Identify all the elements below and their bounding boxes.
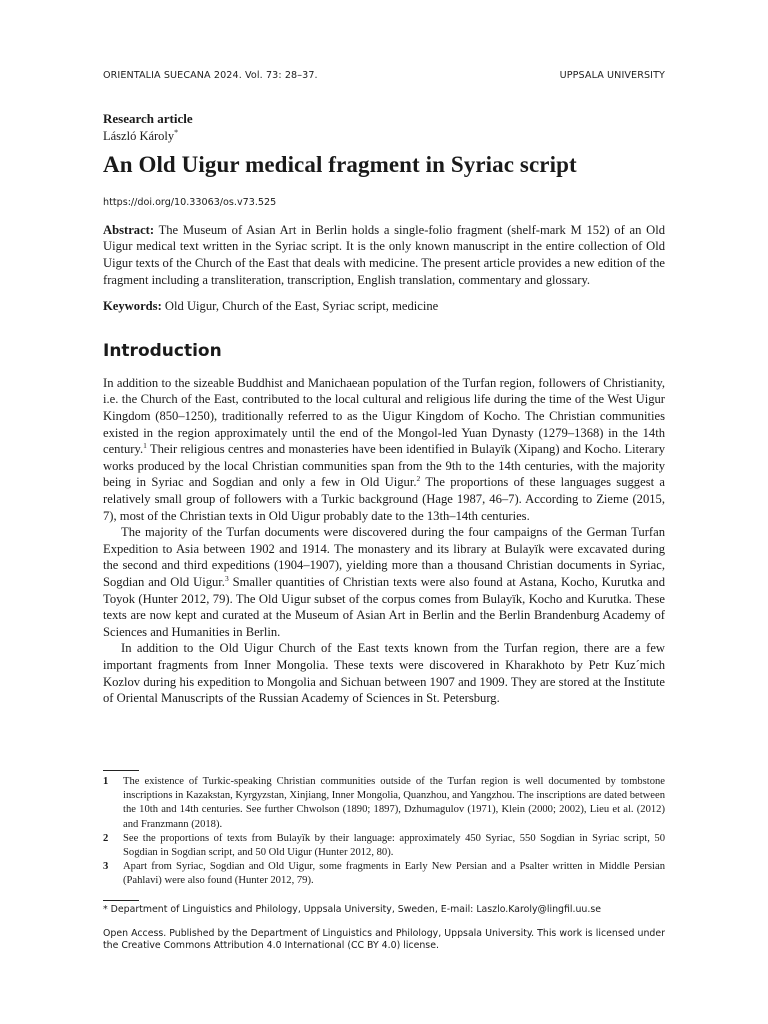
introduction-body: [103, 375, 665, 707]
footnote-number: 1: [103, 776, 109, 787]
paragraph-text: The proportions of these languages suggest a relatively small group of followers with a Turkic background (Hage 1987, 46–7). According to Zieme (2015, 7), most of the Christian texts in Old Uigur probably date to the 13th–14th centuries.: [103, 475, 666, 523]
footnote-item: [103, 832, 665, 860]
footnote-text: Apart from Syriac, Sogdian and Old Uigur, some fragments in Early New Persian and a Psalter written in Middle Persian (Pahlavi) were also found (Hunter 2012, 79).: [123, 861, 665, 887]
footnote-text: The existence of Turkic-speaking Christian communities outside of the Turfan region is well documented by tombstone inscriptions in Kazakstan, Kyrgyzstan, Xinjiang, Inner Mongolia, Quanzhou, and Yangzhou. The inscriptions are dated between the 10th and 14th centuries. See further Chwolson (1890; 1897), Dzhumagulov (1971), Klein (2000; 2002), Lieu et al. (2012) and Franzmann (2018).: [123, 776, 665, 830]
footnote-divider: [103, 770, 139, 771]
paragraph-text: Their religious centres and monasteries have been identified in Bulayïk (Xipang) and Kocho. Literary works produced by the local Christian communities span from the 9th to the 14th centuries, with the majority being in Syriac and Sogdian and only a few in Old Uigur.: [103, 442, 665, 490]
footnote-number: 2: [103, 832, 109, 844]
keywords: [103, 298, 665, 315]
footnote-ref-2[interactable]: 2: [416, 474, 421, 484]
footnote-item: [103, 860, 665, 888]
abstract-text: The Museum of Asian Art in Berlin holds a single-folio fragment (shelf-mark M 152) of an Old Uigur medical text written in the Syriac script. It is the only known manuscript in the entire collection of Old Uigur texts of the Church of the East that deals with medicine. The present article provides a new edition of the fragment including a transliteration, transcription, English translation, commentary and glossary.: [103, 222, 665, 287]
footnote-text: See the proportions of texts from Bulayïk by their language: approximately 450 Syriac, 550 Sogdian in Syriac script, 50 Sogdian in Sogdian script, and 50 Old Uigur (Hunter 2012, 80).: [123, 832, 665, 859]
license-notice: Open Access. Published by the Department of Linguistics and Philology, Uppsala University. This work is licensed under the Creative Commons Attribution 4.0 International (CC BY 4.0) license.: [103, 928, 665, 951]
footnote-item: [103, 775, 665, 832]
article-type: Research article: [103, 111, 193, 126]
doi-link[interactable]: https://doi.org/10.33063/os.v73.525: [103, 196, 277, 208]
keywords-text: Old Uigur, Church of the East, Syriac script, medicine: [164, 299, 439, 314]
footnote-ref-1[interactable]: 1: [143, 441, 147, 451]
paragraph: [103, 375, 665, 524]
article-page: [103, 70, 665, 707]
footnote-number: 3: [103, 861, 109, 873]
footnote-ref-3[interactable]: 3: [224, 573, 229, 583]
keywords-label: Keywords:: [103, 299, 162, 314]
paragraph-text: The majority of the Turfan documents were discovered during the four campaigns of the German Turfan Expedition to Asia between 1902 and 1914. The monastery and its library at Bulayïk were excavated during the second and third expeditions (1904–1907), yielding more than a thousand Christian documents in Syriac, Sogdian and Old Uigur.: [103, 525, 665, 589]
abstract: [103, 222, 665, 288]
paragraph: [103, 524, 665, 640]
publisher-name: UPPSALA UNIVERSITY: [559, 70, 665, 81]
paragraph: In addition to the Old Uigur Church of the East texts known from the Turfan region, there are a few important fragments from Inner Mongolia. These texts were discovered in Kharakhoto by Petr Kuz´mich Kozlov during his expedition to Mongolia and Sichuan between 1907 and 1909. They are stored at the Institute of Oriental Manuscripts of the Russian Academy of Sciences in St. Petersburg.: [103, 641, 665, 706]
article-title: An Old Uigur medical fragment in Syriac script: [103, 152, 577, 178]
author-footnote-mark[interactable]: *: [174, 128, 179, 137]
affiliation-block: [103, 900, 665, 952]
footnotes: [103, 770, 665, 889]
author-line: [103, 128, 665, 144]
author-name: László Károly: [103, 129, 175, 144]
paragraph-text: In addition to the sizeable Buddhist and Manichaean population of the Turfan region, followers of Christianity, i.e. the Church of the East, contributed to the local cultural and religious life during the time of the West Uigur Kingdom (850–1250), traditionally referred to as the Uigur Kingdom of Kocho. The Christian communities existed in the region approximately until the end of the Mongol-led Yuan Dynasty (1279–1368) in the 14th century.: [103, 375, 665, 457]
abstract-label: Abstract:: [103, 222, 155, 237]
journal-citation: ORIENTALIA SUECANA 2024. Vol. 73: 28–37.: [103, 70, 318, 81]
section-heading-introduction: Introduction: [103, 340, 222, 361]
author-affiliation: * Department of Linguistics and Philology, Uppsala University, Sweden, E-mail: Laszlo.Karoly@lingfil.uu.se: [103, 904, 601, 915]
running-head: [103, 70, 665, 81]
paragraph-text: Smaller quantities of Christian texts were also found at Astana, Kocho, Kurutka and Toyok (Hunter 2012, 79). The Old Uigur subset of the corpus comes from Bulayïk, Kocho and Kurutka. These texts are now kept and curated at the Museum of Asian Art in Berlin and the Berlin Brandenburg Academy of Sciences and Humanities in Berlin.: [103, 574, 665, 639]
affiliation-divider: [103, 900, 139, 901]
